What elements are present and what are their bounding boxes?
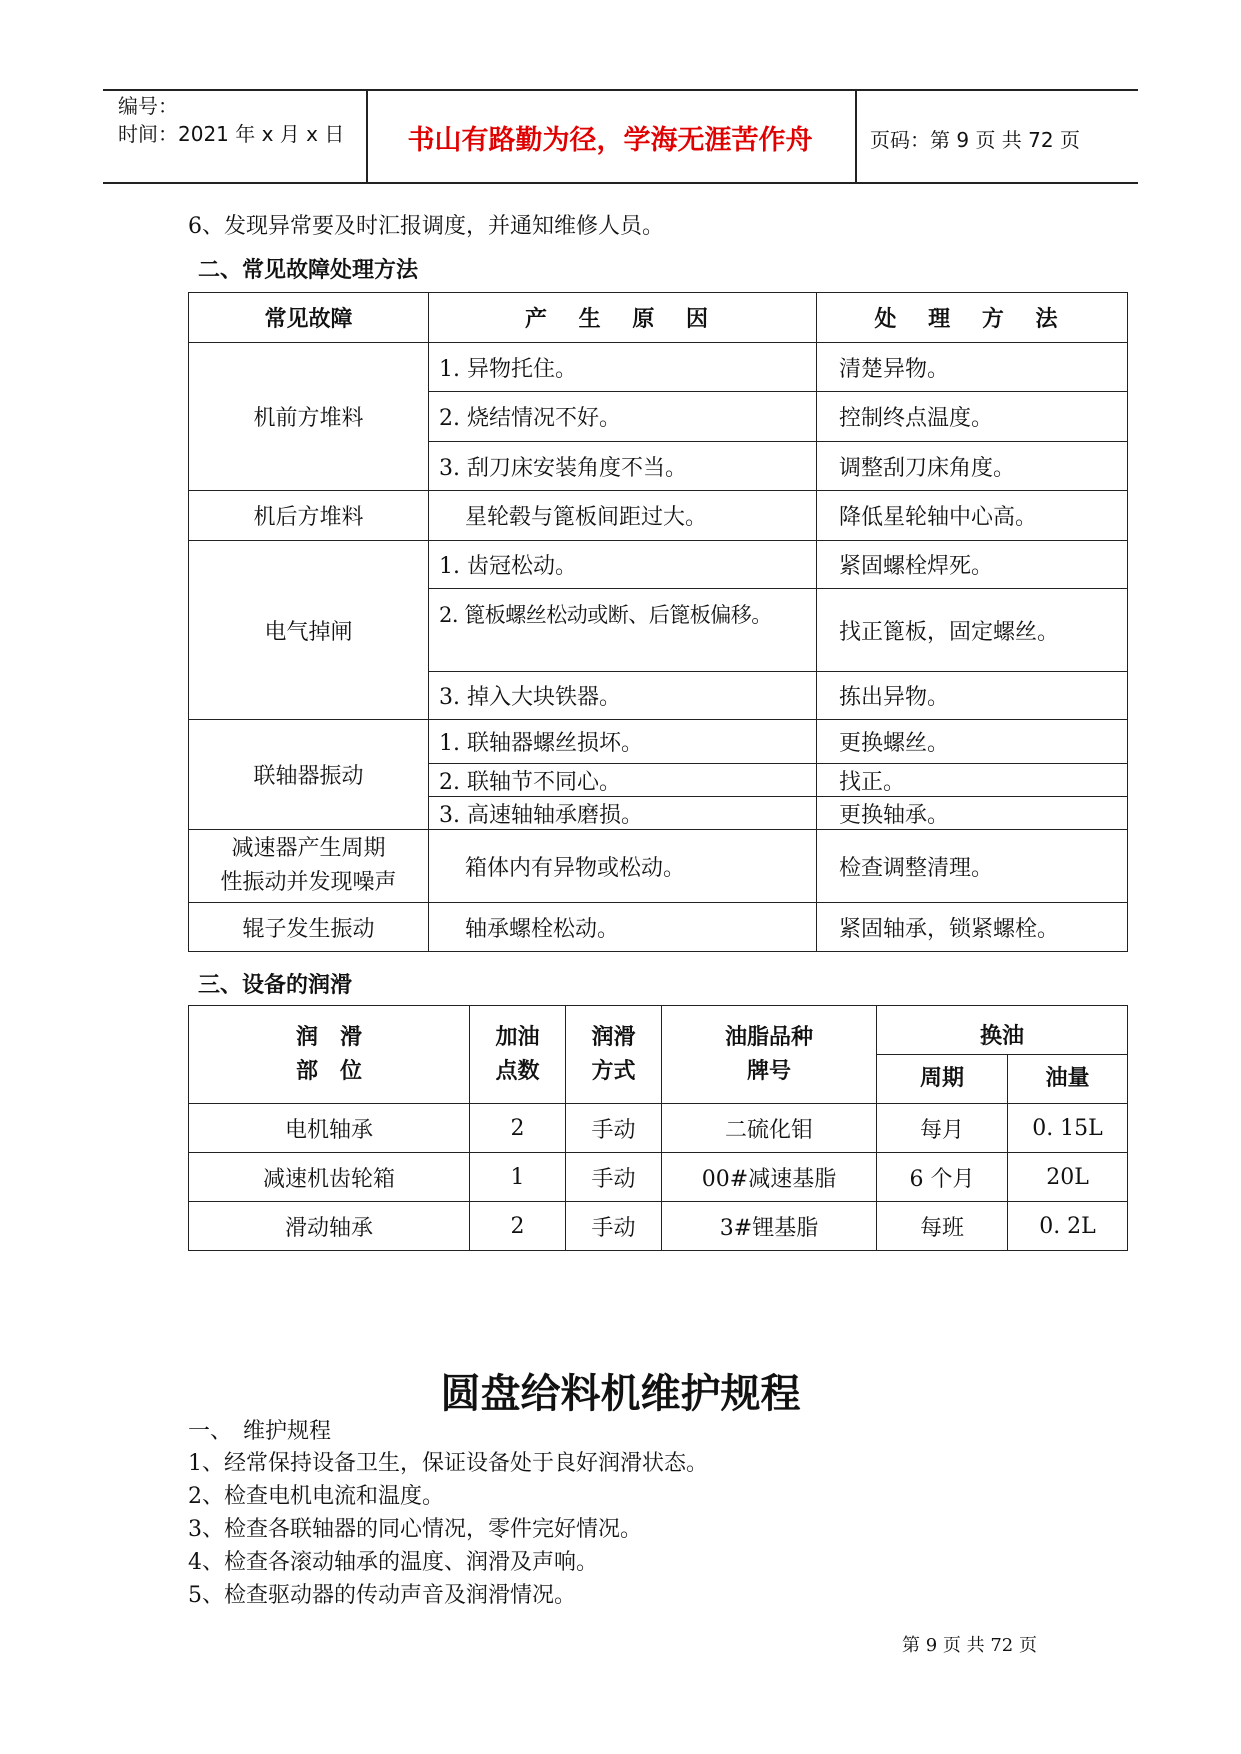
cell-part: 减速机齿轮箱 [189,1153,470,1202]
cell-points: 2 [470,1202,566,1251]
fault-cause: 箱体内有异物或松动。 [429,830,817,903]
column-header-method: 处 理 方 法 [817,293,1128,343]
fault-method: 检查调整清理。 [817,830,1128,903]
document-number: 编号： [118,94,178,118]
header-motto: 书山有路勤为径，学海无涯苦作舟 [407,125,813,156]
fault-method: 清楚异物。 [817,343,1128,392]
table-header-row [189,293,1128,343]
page-footer: 第 9 页 共 72 页 [902,1635,1037,1656]
fault-method: 控制终点温度。 [817,392,1128,442]
header-meta [118,92,344,148]
fault-method: 调整刮刀床角度。 [817,442,1128,491]
fault-cause: 3. 掉入大块铁器。 [429,672,817,720]
column-header-fault: 常见故障 [189,293,429,343]
header-line: 部 位 [295,1058,362,1084]
fault-name: 辊子发生振动 [189,903,429,952]
cell-method: 手动 [566,1153,662,1202]
table-row [189,720,1128,764]
fault-method: 找正篦板，固定螺丝。 [817,589,1128,672]
fault-name [189,830,429,903]
header-page-code: 页码：第 9 页 共 72 页 [870,128,1080,152]
cell-amount: 0. 2L [1008,1202,1128,1251]
table-row [189,491,1128,541]
column-header-amount: 油量 [1008,1055,1128,1104]
table-row [189,903,1128,952]
list-item: 6、发现异常要及时汇报调度，并通知维修人员。 [188,214,664,239]
fault-table [188,292,1128,952]
section-heading: 三、设备的润滑 [198,973,353,998]
fault-cause: 2. 烧结情况不好。 [429,392,817,442]
lubrication-table [188,1005,1128,1251]
fault-cause: 2. 篦板螺丝松动或断、后篦板偏移。 [429,589,817,672]
table-row [189,830,1128,903]
cell-part: 电机轴承 [189,1104,470,1153]
list-item: 3、检查各联轴器的同心情况，零件完好情况。 [188,1517,642,1542]
fault-name: 机后方堆料 [189,491,429,541]
cell-points: 1 [470,1153,566,1202]
header-line: 方式 [591,1058,636,1084]
fault-method: 紧固轴承，锁紧螺栓。 [817,903,1128,952]
table-row [189,1153,1128,1202]
column-header-method [566,1006,662,1104]
column-header-points [470,1006,566,1104]
fault-method: 紧固螺栓焊死。 [817,541,1128,589]
header-line: 润滑 [591,1024,636,1050]
cell-period: 每班 [877,1202,1008,1251]
column-header-change: 换油 [877,1006,1128,1055]
cell-amount: 20L [1008,1153,1128,1202]
table-row [189,541,1128,589]
cell-grease: 3#锂基脂 [662,1202,877,1251]
column-header-cause: 产 生 原 因 [429,293,817,343]
header-line: 牌号 [746,1058,791,1084]
fault-cause: 星轮毂与篦板间距过大。 [429,491,817,541]
cell-grease: 二硫化钼 [662,1104,877,1153]
header-divider [855,89,857,184]
header-bottom-rule [103,182,1138,184]
header-divider [366,89,368,184]
cell-amount: 0. 15L [1008,1104,1128,1153]
document-title: 圆盘给料机维护规程 [440,1371,801,1417]
fault-cause: 3. 高速轴轴承磨损。 [429,797,817,830]
table-row [189,1202,1128,1251]
column-header-grease [662,1006,877,1104]
fault-method: 降低星轮轴中心高。 [817,491,1128,541]
cell-period: 每月 [877,1104,1008,1153]
cell-grease: 00#减速基脂 [662,1153,877,1202]
fault-cause: 1. 异物托住。 [429,343,817,392]
fault-cause: 轴承螺栓松动。 [429,903,817,952]
section-heading: 二、常见故障处理方法 [198,258,419,283]
header-line: 油脂品种 [724,1024,813,1050]
list-item: 1、经常保持设备卫生，保证设备处于良好润滑状态。 [188,1451,708,1476]
list-item: 4、检查各滚动轴承的温度、润滑及声响。 [188,1550,598,1575]
fault-name: 机前方堆料 [189,343,429,491]
list-item: 5、检查驱动器的传动声音及润滑情况。 [188,1583,576,1608]
fault-name: 电气掉闸 [189,541,429,720]
cell-part: 滑动轴承 [189,1202,470,1251]
table-row [189,343,1128,392]
section-heading: 一、 维护规程 [188,1419,332,1444]
table-row [189,1104,1128,1153]
cell-method: 手动 [566,1104,662,1153]
header-line: 润 滑 [295,1024,362,1050]
fault-name-line: 减速器产生周期 [231,836,386,861]
fault-cause: 1. 联轴器螺丝损坏。 [429,720,817,764]
document-date: 时间：2021 年 x 月 x 日 [118,122,345,146]
cell-points: 2 [470,1104,566,1153]
fault-cause: 2. 联轴节不同心。 [429,764,817,797]
fault-cause: 3. 刮刀床安装角度不当。 [429,442,817,491]
fault-method: 拣出异物。 [817,672,1128,720]
cell-period: 6 个月 [877,1153,1008,1202]
header-top-rule [103,89,1138,91]
fault-method: 找正。 [817,764,1128,797]
column-header-part [189,1006,470,1104]
table-header-row [189,1006,1128,1055]
list-item: 2、检查电机电流和温度。 [188,1484,444,1509]
fault-name-line: 性振动并发现噪声 [220,870,397,895]
fault-name: 联轴器振动 [189,720,429,830]
column-header-period: 周期 [877,1055,1008,1104]
cell-method: 手动 [566,1202,662,1251]
header-line: 点数 [495,1058,540,1084]
header-line: 加油 [495,1024,540,1050]
fault-cause: 1. 齿冠松动。 [429,541,817,589]
fault-method: 更换螺丝。 [817,720,1128,764]
fault-method: 更换轴承。 [817,797,1128,830]
